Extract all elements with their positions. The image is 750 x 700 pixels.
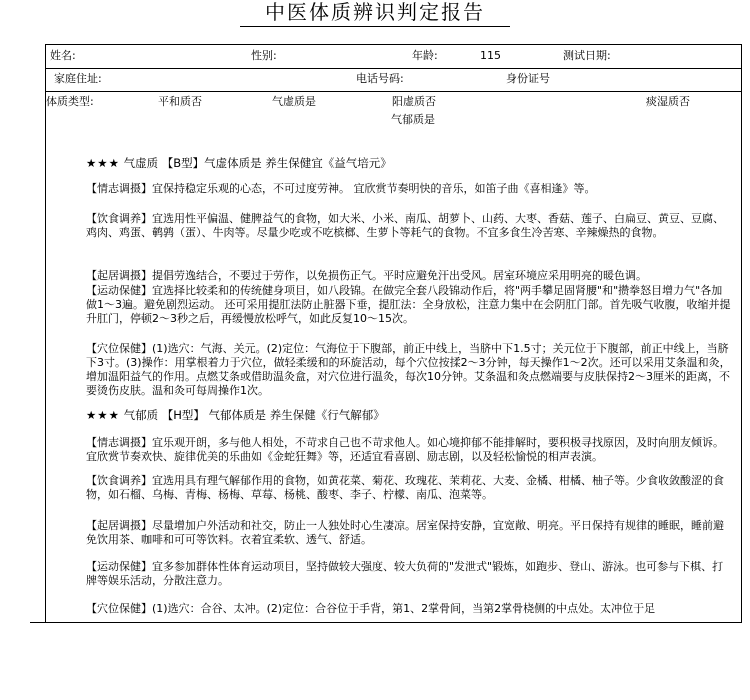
gender-label: 性别: [251, 49, 277, 62]
info-row-2 [46, 68, 741, 92]
name-label: 姓名: [50, 49, 76, 62]
age-value: 115 [480, 49, 501, 62]
paragraph: 【饮食调养】宜选用具有理气解郁作用的食物，如黄花菜、菊花、玫瑰花、茉莉花、大麦、金橘、柑橘、柚子等。少食收敛酸涩的食物，如石榴、乌梅、青梅、杨梅、草莓、杨桃、酸枣、李子、柠檬、南瓜、泡菜等。 [86, 474, 724, 501]
section-heading-qixu [86, 156, 731, 170]
page-bottom-border [30, 622, 742, 623]
info-row-3 [46, 91, 741, 133]
paragraph: 【饮食调养】宜选用性平偏温、健脾益气的食物，如大米、小米、南瓜、胡萝卜、山药、大枣、香菇、莲子、白扁豆、黄豆、豆腐、鸡肉、鸡蛋、鹌鹑（蛋）、牛肉等。尽量少吃或不吃槟榔、生萝卜等耗气的食物。不宜多食生冷苦寒、辛辣燥热的食物。 [86, 212, 724, 239]
star-rating: ★★★ [86, 156, 120, 170]
paragraph: 【穴位保健】(1)选穴：气海、关元。(2)定位：气海位于下腹部，前正中线上，当脐中下1.5寸；关元位于下腹部，前正中线上，当脐下3寸。(3)操作：用掌根着力于穴位，做轻柔缓和的环旋活动，每个穴位按揉2～3分钟，每天操作1～2次。还可以采用艾条温和灸，增加温阳益气的作用。点燃艾条或借助温灸盒，对穴位进行温灸，每次10分钟。艾条温和灸点燃端要与皮肤保持2～3厘米的距离，不要烫伤皮肤。温和灸可每周操作1次。 [86, 342, 731, 397]
age-label: 年龄: [412, 49, 438, 62]
section-heading-text: 气虚质 【B型】气虚体质是 养生保健宜《益气培元》 [123, 156, 392, 170]
type-qixu: 气虚质是 [272, 95, 316, 108]
type-label: 体质类型: [46, 95, 94, 108]
paragraph: 【情志调摄】宜乐观开朗，多与他人相处，不苛求自己也不苛求他人。如心境抑郁不能排解时，要积极寻找原因，及时向朋友倾诉。宜欣赏节奏欢快、旋律优美的乐曲如《金蛇狂舞》等，还适宜看喜剧、励志剧，以及轻松愉悦的相声表演。 [86, 436, 724, 463]
paragraph: 【运动保健】宜选择比较柔和的传统健身项目，如八段锦。在做完全套八段锦动作后，将"两手攀足固肾腰"和"攒拳怒目增力气"各加做1～3遍。避免剧烈运动。 还可采用提肛法防止脏器下垂，提肛法：全身放松，注意力集中在会阴肛门部。首先吸气收腹，收缩并提升肛门，停顿2～3秒之后，再缓慢放松呼气，如此反复10～15次。 [86, 284, 731, 325]
type-qiyu: 气郁质是 [391, 113, 435, 126]
id-label: 身份证号 [506, 72, 550, 85]
type-pinghe: 平和质否 [158, 95, 202, 108]
phone-label: 电话号码: [356, 72, 404, 85]
report-title-text: 中医体质辨识判定报告 [265, 0, 485, 24]
paragraph: 【起居调摄】提倡劳逸结合，不要过于劳作，以免损伤正气。平时应避免汗出受风。居室环境应采用明亮的暖色调。 [86, 269, 647, 282]
type-yangxu: 阳虚质否 [392, 95, 436, 108]
paragraph: 【情志调摄】宜保持稳定乐观的心态，不可过度劳神。 宜欣赏节奏明快的音乐，如笛子曲《喜相逢》等。 [86, 182, 596, 195]
info-row-1 [46, 45, 741, 69]
address-label: 家庭住址: [54, 72, 102, 85]
paragraph: 【起居调摄】尽量增加户外活动和社交，防止一人独处时心生凄凉。居室保持安静，宜宽敞、明亮。平日保持有规律的睡眠，睡前避免饮用茶、咖啡和可可等饮料。衣着宜柔软、透气、舒适。 [86, 519, 724, 546]
type-tanshi: 痰湿质否 [646, 95, 690, 108]
footer-watermark [30, 624, 260, 634]
paragraph: 【运动保健】宜多参加群体性体育运动项目，坚持做较大强度、较大负荷的"发泄式"锻炼，如跑步、登山、游泳。也可参与下棋、打牌等娱乐活动，分散注意力。 [86, 560, 724, 587]
paragraph: 【穴位保健】(1)选穴：合谷、太冲。(2)定位：合谷位于手背，第1、2掌骨间，当第2掌骨桡侧的中点处。太冲位于足 [86, 602, 656, 615]
test-date-label: 测试日期: [563, 49, 611, 62]
patient-info-table [45, 44, 742, 132]
section-heading-qiyu [86, 408, 731, 422]
report-body [45, 132, 742, 622]
star-rating: ★★★ [86, 408, 120, 422]
section-heading-text: 气郁质 【H型】 气郁体质是 养生保健《行气解郁》 [123, 408, 385, 422]
report-title [240, 0, 510, 27]
